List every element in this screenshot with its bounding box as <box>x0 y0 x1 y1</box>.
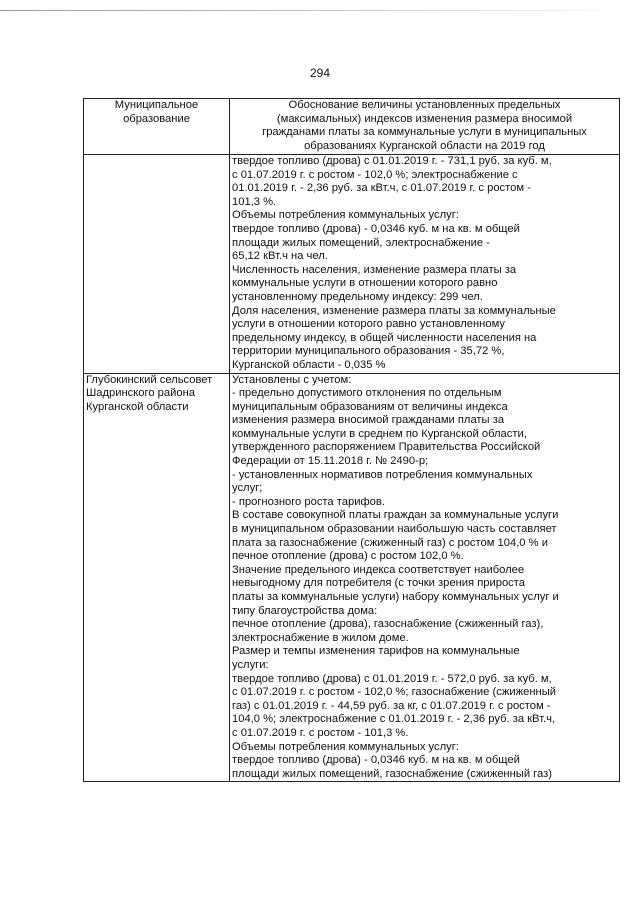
text-line: невыгодному для потребителя (с точки зрения прироста <box>232 577 525 590</box>
text-line: газ) с 01.01.2019 г. - 44,59 руб. за кг, с 01.07.2019 г. с ростом - <box>232 699 551 712</box>
text-line: установленному предельному индексу: 299 чел. <box>232 290 483 303</box>
scan-artifact-line <box>0 10 640 11</box>
text-line: 101,3 %. <box>232 195 277 208</box>
text-line: услуги в отношении которого равно установленному <box>232 318 505 331</box>
justification-cell <box>230 373 620 782</box>
text-line: твердое топливо (дрова) с 01.01.2019 г. - 731,1 руб. за куб. м, <box>232 155 552 167</box>
tariff-justification-table <box>83 98 620 782</box>
header-justification-line: (максимальных) индексов изменения размера вносимой <box>276 112 573 125</box>
text-line: коммунальные услуги в отношении которого равно <box>232 277 498 290</box>
header-justification-line: гражданами платы за коммунальные услуги в муниципальных <box>262 126 587 139</box>
text-line: предельному индексу, в общей численности населения на <box>232 331 537 344</box>
text-line: изменения размера вносимой гражданами платы за <box>232 414 505 427</box>
municipality-cell <box>84 373 230 782</box>
text-line: в муниципальном образовании наибольшую часть составляет <box>232 523 557 536</box>
header-municipality <box>84 99 230 155</box>
text-line: Федерации от 15.11.2018 г. № 2490-р; <box>232 455 429 468</box>
municipality-name-line: Глубокинский сельсовет <box>86 373 213 386</box>
header-municipality-line: образование <box>123 112 190 125</box>
header-justification-line: образованиях Курганской области на 2019 год <box>304 139 545 152</box>
text-line: - установленных нормативов потребления коммунальных <box>232 468 533 481</box>
text-line: В составе совокупной платы граждан за коммунальные услуги <box>232 509 559 522</box>
text-line: с 01.07.2019 г. с ростом - 101,3 %. <box>232 726 409 739</box>
table-row <box>84 155 620 374</box>
text-line: электроснабжение в жилом доме. <box>232 631 409 644</box>
text-line: Установлены с учетом: <box>232 373 352 386</box>
text-line: Численность населения, изменение размера платы за <box>232 263 517 276</box>
table-header-row <box>84 99 620 155</box>
text-line: Размер и темпы изменения тарифов на коммунальные <box>232 645 520 658</box>
text-line: 65,12 кВт.ч на чел. <box>232 250 328 263</box>
text-line: твердое топливо (дрова) - 0,0346 куб. м на кв. м общей <box>232 222 520 235</box>
text-line: плата за газоснабжение (сжиженный газ) с ростом 104,0 % и <box>232 536 548 549</box>
page-number: 294 <box>309 66 331 80</box>
municipality-cell <box>84 155 230 374</box>
text-line: - предельно допустимого отклонения по отдельным <box>232 387 502 400</box>
text-line: твердое топливо (дрова) с 01.01.2019 г. - 572,0 руб. за куб. м, <box>232 672 552 685</box>
text-line: площади жилых помещений, газоснабжение (сжиженный газ) <box>232 767 552 780</box>
text-line: Объемы потребления коммунальных услуг: <box>232 209 459 222</box>
text-line: Объемы потребления коммунальных услуг: <box>232 740 459 753</box>
text-line: платы за коммунальные услуги) набору коммунальных услуг и <box>232 591 559 603</box>
header-justification <box>230 99 620 155</box>
text-line: 01.01.2019 г. - 2,36 руб. за кВт.ч, с 01.07.2019 г. с ростом - <box>232 182 531 195</box>
text-line: территории муниципального образования - 35,72 %, <box>232 345 505 358</box>
justification-cell <box>230 155 620 374</box>
header-justification-line: Обоснование величины установленных предельных <box>288 99 561 111</box>
text-line: муниципальным образованиям от величины индекса <box>232 400 508 413</box>
text-line: Значение предельного индекса соответствует наиболее <box>232 563 525 576</box>
text-line: услуги: <box>232 658 269 671</box>
text-line: печное отопление (дрова) с ростом 102,0 %. <box>232 550 464 563</box>
text-line: коммунальные услуги в среднем по Курганской области, <box>232 427 527 440</box>
text-line: с 01.07.2019 г. с ростом - 102,0 %; газоснабжение (сжиженный <box>232 686 557 699</box>
text-line: Доля населения, изменение размера платы за коммунальные <box>232 304 556 317</box>
text-line: с 01.07.2019 г. с ростом - 102,0 %; электроснабжение с <box>232 168 518 181</box>
text-line: 104,0 %; электроснабжение с 01.01.2019 г. - 2,36 руб. за кВт.ч, <box>232 713 556 726</box>
header-municipality-line: Муниципальное <box>114 99 199 111</box>
text-line: услуг; <box>232 482 263 495</box>
text-line: твердое топливо (дрова) - 0,0346 куб. м на кв. м общей <box>232 754 520 767</box>
municipality-name-line: Курганской области <box>86 400 189 413</box>
table-row <box>84 373 620 782</box>
text-line: утвержденного распоряжением Правительства Российской <box>232 441 541 454</box>
text-line: типу благоустройства дома: <box>232 604 378 617</box>
text-line: - прогнозного роста тарифов. <box>232 495 385 508</box>
text-line: печное отопление (дрова), газоснабжение (сжиженный газ), <box>232 618 544 631</box>
text-line: площади жилых помещений, электроснабжение - <box>232 236 490 249</box>
municipality-name-line: Шадринского района <box>86 387 195 400</box>
text-line: Курганской области - 0,035 % <box>232 358 386 371</box>
